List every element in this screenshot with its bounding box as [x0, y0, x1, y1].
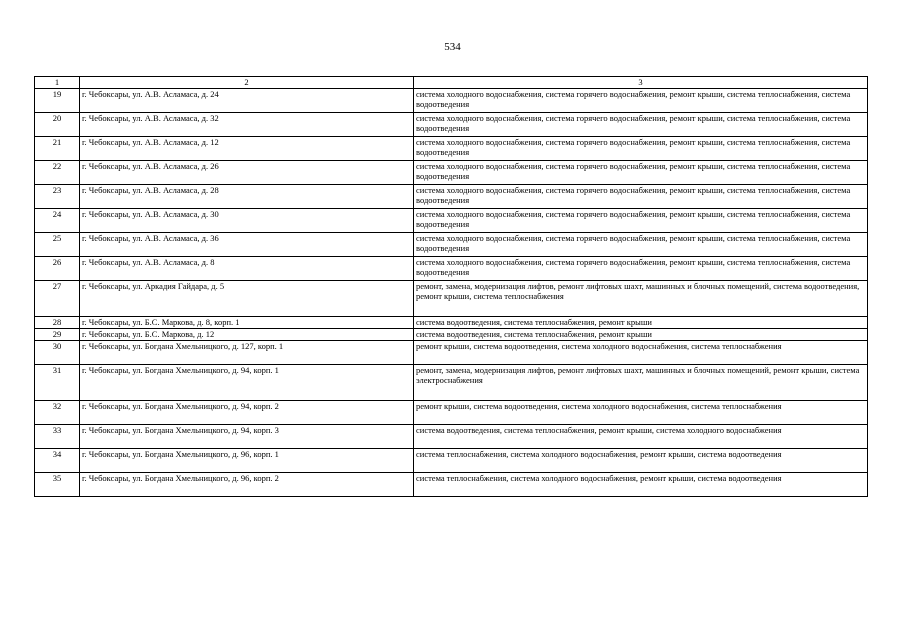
row-number: 32: [35, 400, 80, 424]
row-works: система холодного водоснабжения, система горячего водоснабжения, ремонт крыши, система теплоснабжения, система водоотведения: [414, 184, 868, 208]
works-table: [34, 76, 868, 497]
row-number: 27: [35, 280, 80, 316]
row-number: 24: [35, 208, 80, 232]
row-number: 26: [35, 256, 80, 280]
table-row: [35, 448, 868, 472]
table-row: [35, 364, 868, 400]
row-works: система холодного водоснабжения, система горячего водоснабжения, ремонт крыши, система теплоснабжения, система водоотведения: [414, 208, 868, 232]
row-number: 34: [35, 448, 80, 472]
row-address: г. Чебоксары, ул. А.В. Асламаса, д. 32: [80, 112, 414, 136]
row-number: 33: [35, 424, 80, 448]
column-header-2: 2: [80, 77, 414, 89]
row-works: ремонт, замена, модернизация лифтов, ремонт лифтовых шахт, машинных и блочных помещений, ремонт крыши, система электроснабжения: [414, 364, 868, 400]
row-number: 35: [35, 472, 80, 496]
row-works: система холодного водоснабжения, система горячего водоснабжения, ремонт крыши, система теплоснабжения, система водоотведения: [414, 88, 868, 112]
row-address: г. Чебоксары, ул. Богдана Хмельницкого, д. 127, корп. 1: [80, 340, 414, 364]
table-row: [35, 184, 868, 208]
row-works: система холодного водоснабжения, система горячего водоснабжения, ремонт крыши, система теплоснабжения, система водоотведения: [414, 160, 868, 184]
table-row: [35, 232, 868, 256]
row-address: г. Чебоксары, ул. Богдана Хмельницкого, д. 96, корп. 2: [80, 472, 414, 496]
row-works: система водоотведения, система теплоснабжения, ремонт крыши, система холодного водоснабжения: [414, 424, 868, 448]
row-number: 20: [35, 112, 80, 136]
table-row: [35, 328, 868, 340]
row-number: 25: [35, 232, 80, 256]
column-header-1: 1: [35, 77, 80, 89]
table-row: [35, 112, 868, 136]
row-number: 23: [35, 184, 80, 208]
row-works: ремонт крыши, система водоотведения, система холодного водоснабжения, система теплоснабжения: [414, 340, 868, 364]
column-header-3: 3: [414, 77, 868, 89]
row-works: система теплоснабжения, система холодного водоснабжения, ремонт крыши, система водоотведения: [414, 472, 868, 496]
row-number: 28: [35, 316, 80, 328]
row-works: система холодного водоснабжения, система горячего водоснабжения, ремонт крыши, система теплоснабжения, система водоотведения: [414, 136, 868, 160]
row-address: г. Чебоксары, ул. Богдана Хмельницкого, д. 96, корп. 1: [80, 448, 414, 472]
row-address: г. Чебоксары, ул. А.В. Асламаса, д. 28: [80, 184, 414, 208]
table-row: [35, 136, 868, 160]
row-number: 22: [35, 160, 80, 184]
table-row: [35, 316, 868, 328]
table-header-row: [35, 77, 868, 89]
page-number: 534: [444, 41, 461, 53]
row-address: г. Чебоксары, ул. Б.С. Маркова, д. 12: [80, 328, 414, 340]
row-number: 31: [35, 364, 80, 400]
table-row: [35, 400, 868, 424]
row-address: г. Чебоксары, ул. Богдана Хмельницкого, д. 94, корп. 2: [80, 400, 414, 424]
row-works: ремонт, замена, модернизация лифтов, ремонт лифтовых шахт, машинных и блочных помещений, система водоотведения, ремонт крыши, система теплоснабжения: [414, 280, 868, 316]
row-address: г. Чебоксары, ул. А.В. Асламаса, д. 26: [80, 160, 414, 184]
row-address: г. Чебоксары, ул. А.В. Асламаса, д. 8: [80, 256, 414, 280]
table-row: [35, 160, 868, 184]
row-address: г. Чебоксары, ул. Аркадия Гайдара, д. 5: [80, 280, 414, 316]
row-works: ремонт крыши, система водоотведения, система холодного водоснабжения, система теплоснабжения: [414, 400, 868, 424]
row-works: система водоотведения, система теплоснабжения, ремонт крыши: [414, 328, 868, 340]
row-works: система теплоснабжения, система холодного водоснабжения, ремонт крыши, система водоотведения: [414, 448, 868, 472]
row-number: 19: [35, 88, 80, 112]
row-address: г. Чебоксары, ул. А.В. Асламаса, д. 24: [80, 88, 414, 112]
table-row: [35, 424, 868, 448]
row-works: система холодного водоснабжения, система горячего водоснабжения, ремонт крыши, система теплоснабжения, система водоотведения: [414, 256, 868, 280]
row-number: 21: [35, 136, 80, 160]
row-address: г. Чебоксары, ул. Богдана Хмельницкого, д. 94, корп. 1: [80, 364, 414, 400]
row-address: г. Чебоксары, ул. Богдана Хмельницкого, д. 94, корп. 3: [80, 424, 414, 448]
table-row: [35, 256, 868, 280]
row-address: г. Чебоксары, ул. Б.С. Маркова, д. 8, корп. 1: [80, 316, 414, 328]
table-row: [35, 208, 868, 232]
row-address: г. Чебоксары, ул. А.В. Асламаса, д. 30: [80, 208, 414, 232]
row-works: система холодного водоснабжения, система горячего водоснабжения, ремонт крыши, система теплоснабжения, система водоотведения: [414, 232, 868, 256]
row-number: 30: [35, 340, 80, 364]
row-works: система холодного водоснабжения, система горячего водоснабжения, ремонт крыши, система теплоснабжения, система водоотведения: [414, 112, 868, 136]
row-address: г. Чебоксары, ул. А.В. Асламаса, д. 12: [80, 136, 414, 160]
row-works: система водоотведения, система теплоснабжения, ремонт крыши: [414, 316, 868, 328]
row-number: 29: [35, 328, 80, 340]
table-row: [35, 88, 868, 112]
table-row: [35, 472, 868, 496]
row-address: г. Чебоксары, ул. А.В. Асламаса, д. 36: [80, 232, 414, 256]
table-row: [35, 280, 868, 316]
table-row: [35, 340, 868, 364]
